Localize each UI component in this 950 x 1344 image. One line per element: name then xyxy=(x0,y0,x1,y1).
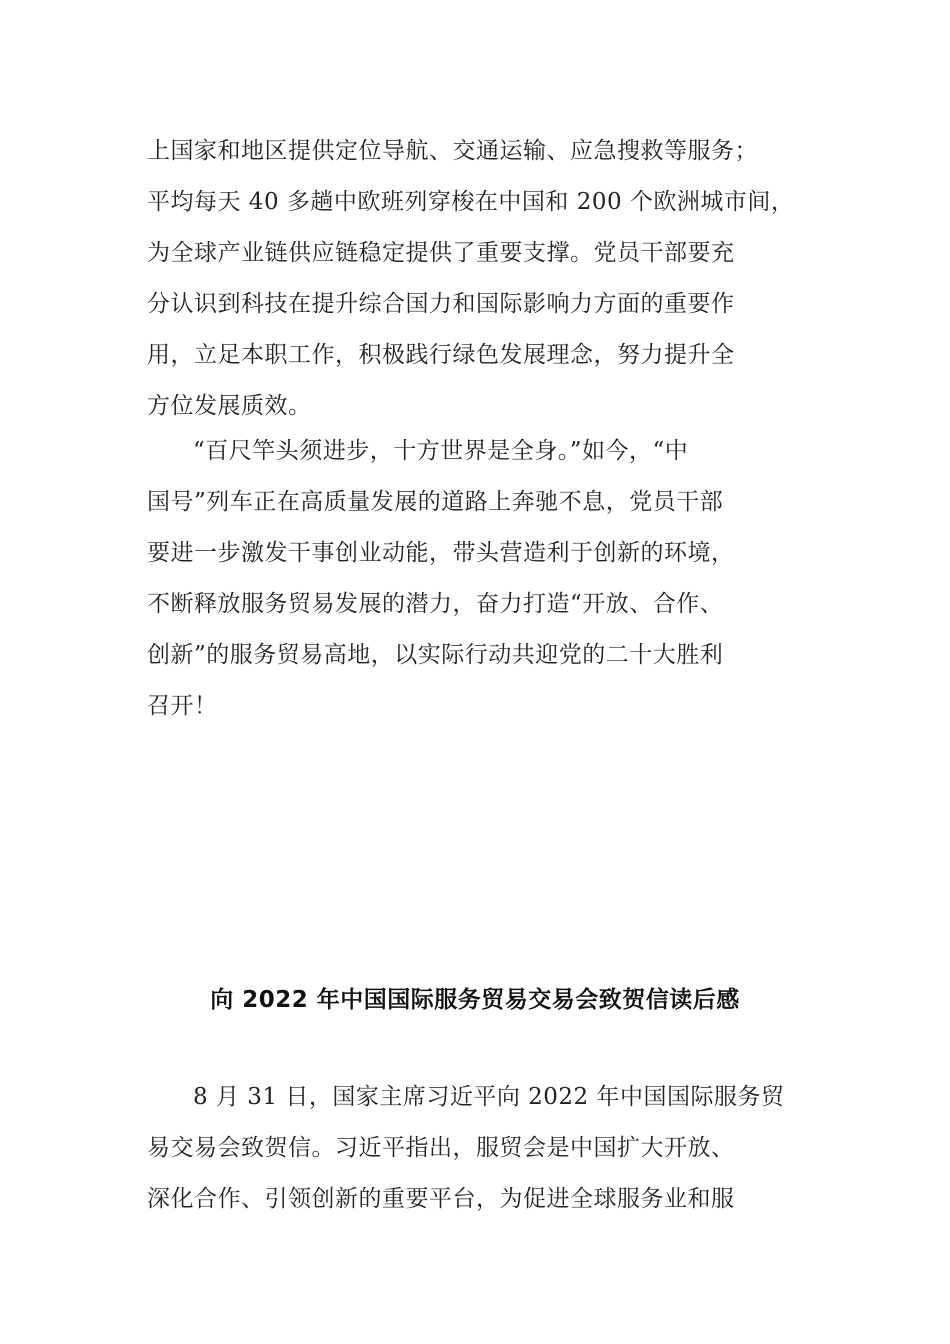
paragraph-line: 为全球产业链供应链稳定提供了重要支撑。党员干部要充 xyxy=(147,240,735,266)
paragraph-line: 用，立足本职工作，积极践行绿色发展理念，努力提升全 xyxy=(147,342,735,368)
paragraph-line: 不断释放服务贸易发展的潜力，奋力打造“开放、合作、 xyxy=(147,591,724,617)
paragraph-line: 要进一步激发干事创业动能，带头营造利于创新的环境， xyxy=(147,540,735,566)
paragraph-line: 深化合作、引领创新的重要平台，为促进全球服务业和服 xyxy=(147,1186,735,1212)
paragraph-line: 召开！ xyxy=(147,693,218,719)
article-title: 向 2022 年中国国际服务贸易交易会致贺信读后感 xyxy=(210,987,740,1013)
paragraph-line: 方位发展质效。 xyxy=(147,393,312,419)
paragraph-line: 平均每天 40 多趟中欧班列穿梭在中国和 200 个欧洲城市间， xyxy=(147,189,795,215)
paragraph-line: 分认识到科技在提升综合国力和国际影响力方面的重要作 xyxy=(147,291,735,317)
paragraph-closing xyxy=(147,426,807,732)
paragraph-line: 上国家和地区提供定位导航、交通运输、应急搜救等服务； xyxy=(147,138,758,164)
paragraph-line: “百尺竿头须进步，十方世界是全身。”如今，“中 xyxy=(193,438,689,464)
paragraph-line: 8 月 31 日，国家主席习近平向 2022 年中国国际服务贸 xyxy=(193,1084,785,1110)
paragraph-opening xyxy=(147,1072,807,1225)
paragraph-line: 国号”列车正在高质量发展的道路上奔驰不息，党员干部 xyxy=(147,489,724,515)
paragraph-line: 创新”的服务贸易高地，以实际行动共迎党的二十大胜利 xyxy=(147,642,724,668)
paragraph-line: 易交易会致贺信。习近平指出，服贸会是中国扩大开放、 xyxy=(147,1135,735,1161)
paragraph-continued xyxy=(147,126,807,432)
